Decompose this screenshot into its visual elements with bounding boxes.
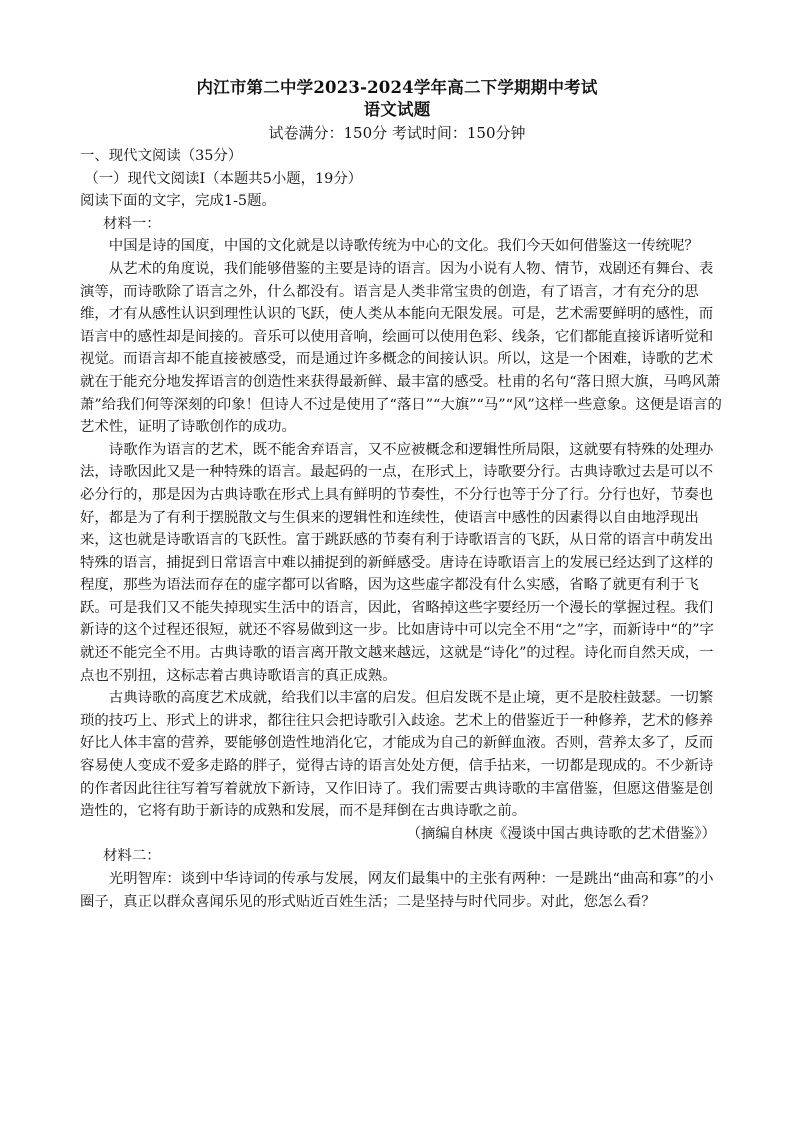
exam-body bbox=[80, 145, 722, 913]
material2-paragraph: 光明智库：谈到中华诗词的传承与发展，网友们最集中的主张有两种：一是跳出“曲高和寡”的小圈子，真正以群众喜闻乐见的形式贴近百姓生活；二是坚持与时代同步。对此，您怎么看？ bbox=[80, 871, 714, 910]
material1-label: 材料一： bbox=[103, 215, 161, 232]
exam-info: 试卷满分：150分 考试时间：150分钟 bbox=[268, 124, 526, 142]
sub-section-heading: （一）现代文阅读Ⅰ（本题共5小题，19分） bbox=[84, 170, 363, 187]
material1-paragraph: 古典诗歌的高度艺术成就，给我们以丰富的启发。但启发既不是止境，更不是胶柱鼓瑟。一切繁琐的技巧上、形式上的讲求，都往往只会把诗歌引入歧途。艺术上的借鉴近于一种修养，艺术的修养好比人体丰富的营养，要能够创造性地消化它，才能成为自己的新鲜血液。否则，营养太多了，反而容易使人变成不爱多走路的胖子，觉得古诗的语言处处方便，信手拈来，一切都是现成的。不少新诗的作者因此往往写着写着就放下新诗，又作旧诗了。我们需要古典诗歌的丰富借鉴，但愿这借鉴是创造性的，它将有助于新诗的成熟和发展，而不是拜倒在古典诗歌之前。 bbox=[80, 690, 714, 820]
exam-title: 内江市第二中学2023-2024学年高二下学期期中考试 bbox=[196, 78, 598, 97]
material1-source: （摘编自林庚《漫谈中国古典诗歌的艺术借鉴》） bbox=[406, 825, 716, 842]
material1-paragraph: 诗歌作为语言的艺术，既不能舍弃语言，又不应被概念和逻辑性所局限，这就要有特殊的处理办法，诗歌因此又是一种特殊的语言。最起码的一点，在形式上，诗歌要分行。古典诗歌过去是可以不必分行的，那是因为古典诗歌在形式上具有鲜明的节奏性，不分行也等于分了行。分行也好，节奏也好，都是为了有利于摆脱散文与生俱来的逻辑性和连续性，使语言中感性的因素得以自由地浮现出来，这也就是诗歌语言的飞跃性。富于跳跃感的节奏有利于诗歌语言的飞跃，从日常的语言中萌发出特殊的语言，捕捉到日常语言中难以捕捉到的新鲜感受。唐诗在诗歌语言上的发展已经达到了这样的程度，那些为语法而存在的虚字都可以省略，因为这些虚字都没有什么实感，省略了就更有利于飞跃。可是我们又不能失掉现实生活中的语言，因此，省略掉这些字要经历一个漫长的掌握过程。我们新诗的这个过程还很短，就还不容易做到这一步。比如唐诗中可以完全不用“之”字，而新诗中“的”字就还不能完全不用。古典诗歌的语言离开散文越来越远，这就是“诗化”的过程。诗化而自然天成，一点也不别扭，这标志着古典诗歌语言的真正成熟。 bbox=[80, 441, 714, 684]
material1-paragraph: 从艺术的角度说，我们能够借鉴的主要是诗的语言。因为小说有人物、情节，戏剧还有舞台、表演等，而诗歌除了语言之外，什么都没有。语言是人类非常宝贵的创造，有了语言，才有充分的思维，才有从感性认识到理性认识的飞跃，使人类从本能向无限发展。可是，艺术需要鲜明的感性，而语言中的感性却是间接的。音乐可以使用音响，绘画可以使用色彩、线条，它们都能直接诉诸听觉和视觉。而语言却不能直接被感受，而是通过许多概念的间接认识。所以，这是一个困难，诗歌的艺术就在于能充分地发挥语言的创造性来获得最新鲜、最丰富的感受。杜甫的名句“落日照大旗，马鸣风萧萧”给我们何等深刻的印象！但诗人不过是使用了“落日”“大旗”“马”“风”这样一些意象。这便是语言的艺术性，证明了诗歌创作的成功。 bbox=[80, 260, 722, 436]
material1-paragraph: 中国是诗的国度，中国的文化就是以诗歌传统为中心的文化。我们今天如何借鉴这一传统呢？ bbox=[108, 238, 699, 255]
reading-instruction: 阅读下面的文字，完成1-5题。 bbox=[80, 193, 276, 210]
exam-subject-title: 语文试题 bbox=[363, 100, 431, 119]
material2-label: 材料二： bbox=[103, 848, 161, 865]
section-heading: 一、现代文阅读（35分） bbox=[80, 148, 243, 164]
